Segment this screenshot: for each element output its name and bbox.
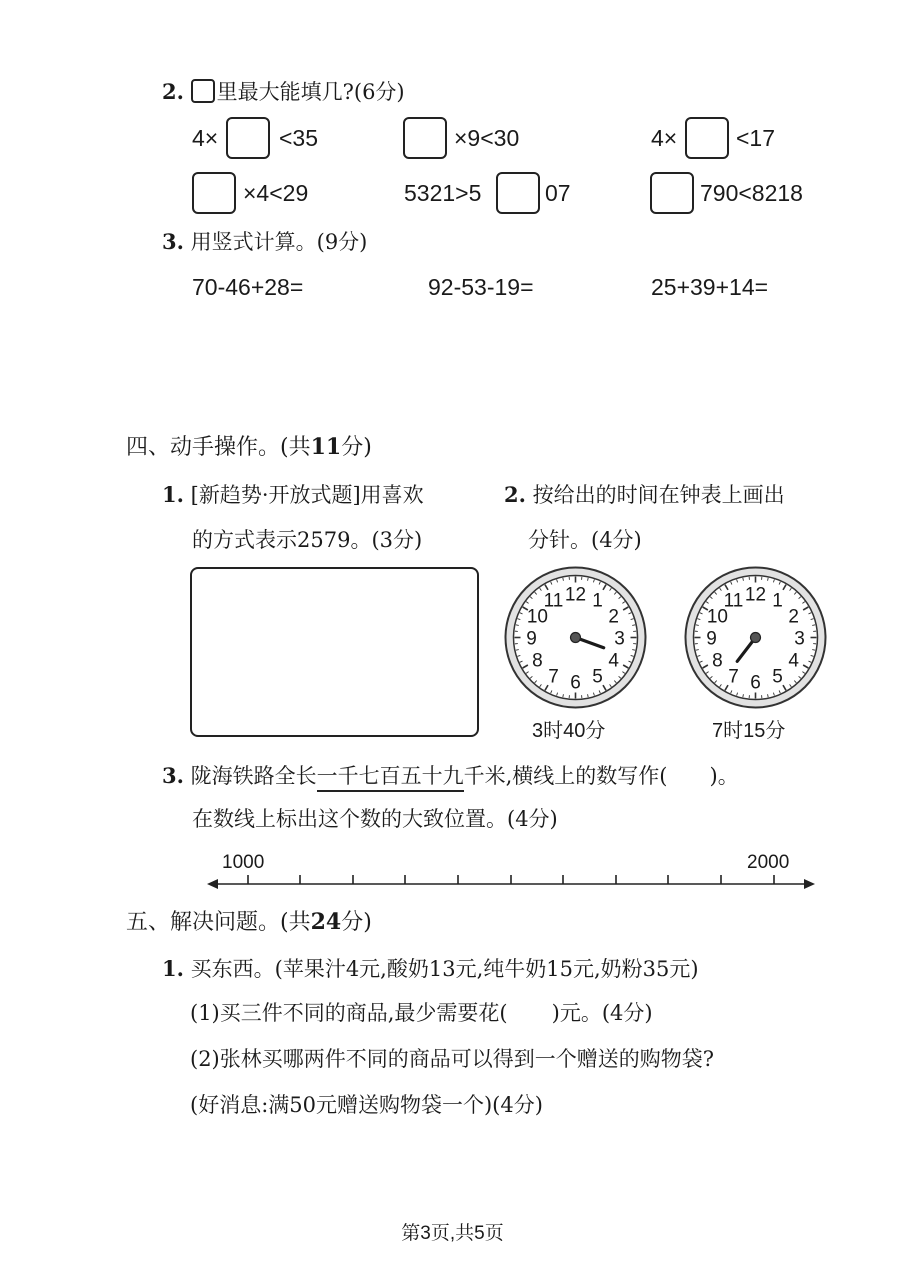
- section5-title-text: 五、解决问题。(共: [126, 910, 311, 935]
- s4-q3-post: 千米,横线上的数写作(: [463, 764, 668, 788]
- s4-q1-line1: [162, 484, 424, 506]
- clock-tick: [563, 694, 564, 697]
- q3-expression-1: 70-46+28=: [192, 274, 304, 300]
- clock-face-1[interactable]: [503, 565, 648, 710]
- s5-q1-sub1-pre: (1)买三件不同的商品,最少需要花(: [190, 1001, 508, 1025]
- clock-tick: [696, 650, 699, 651]
- answer-box[interactable]: [192, 172, 236, 214]
- clock-tick: [563, 578, 564, 581]
- arrow-right-icon: [804, 879, 815, 889]
- clock-tick: [812, 625, 815, 626]
- clock-tick: [768, 578, 769, 581]
- q2-item2-post: ×9<30: [454, 125, 520, 151]
- s4-q1-number: 1.: [162, 482, 184, 507]
- clock-tick: [632, 625, 635, 626]
- answer-box[interactable]: [496, 172, 540, 214]
- answer-box[interactable]: [685, 117, 729, 159]
- clock-number: 7: [728, 666, 739, 688]
- q3-expression-2: 92-53-19=: [428, 274, 534, 300]
- numberline-start-label: 1000: [222, 852, 265, 873]
- clock-tick: [588, 578, 589, 581]
- s5-q1-number: 1.: [162, 956, 184, 981]
- section5-unit: 分): [341, 910, 372, 935]
- arrow-left-icon: [207, 879, 218, 889]
- clock-number: 5: [592, 666, 603, 688]
- number-line[interactable]: [205, 870, 817, 896]
- section4-title-text: 四、动手操作。(共: [126, 435, 311, 460]
- clock-number: 8: [532, 650, 543, 672]
- clock-number: 3: [614, 628, 625, 650]
- answer-box[interactable]: [403, 117, 447, 159]
- clock-number: 2: [788, 606, 799, 628]
- q2-item1-pre: 4×: [192, 125, 219, 151]
- q2-heading: [162, 79, 405, 103]
- s5-q1-sub1-post: )元。(4分): [551, 1001, 653, 1025]
- clock-tick: [768, 694, 769, 697]
- clock-number: 3: [794, 628, 805, 650]
- clock-number: 12: [564, 584, 587, 606]
- clock-number: 11: [543, 590, 564, 612]
- clock-number: 6: [570, 672, 581, 694]
- clock2-label: 7时15分: [712, 720, 786, 742]
- clock-number: 12: [744, 584, 767, 606]
- clock-number: 1: [592, 590, 603, 612]
- section4-title: [126, 436, 372, 459]
- clock-tick: [632, 650, 635, 651]
- s4-q3-underlined-number: 一千七百五十九: [317, 764, 464, 792]
- s4-q3-line1: [162, 765, 739, 787]
- s4-q3-line2: 在数线上标出这个数的大致位置。(4分): [192, 807, 558, 831]
- clock-center-pin: [571, 633, 581, 643]
- q2-item6-post: 790<8218: [700, 180, 803, 206]
- clock-number: 4: [608, 650, 619, 672]
- s4-q2-line1: [504, 484, 785, 506]
- s5-q1-line: [162, 958, 699, 980]
- answer-box[interactable]: [226, 117, 270, 159]
- s4-q3-pre: 陇海铁路全长: [190, 764, 317, 788]
- clock-number: 10: [706, 606, 728, 628]
- clock-tick: [516, 625, 519, 626]
- q2-number: 2.: [162, 79, 184, 104]
- clock-number: 9: [526, 628, 537, 650]
- clock-number: 7: [548, 666, 559, 688]
- section5-score: 24: [310, 909, 342, 935]
- q2-item3-post: <17: [736, 125, 776, 151]
- clock-number: 8: [712, 650, 723, 672]
- clock-tick: [743, 694, 744, 697]
- q3-heading: [162, 231, 367, 253]
- clock-tick: [743, 578, 744, 581]
- clock-face-2[interactable]: [683, 565, 828, 710]
- q2-item5-pre: 5321>5: [404, 180, 482, 206]
- s4-q2-line2: 分针。(4分): [528, 528, 642, 552]
- drawing-area[interactable]: [190, 567, 479, 737]
- s4-q2-text: 按给出的时间在钟表上画出: [532, 483, 785, 507]
- q2-item1-post: <35: [279, 125, 319, 151]
- section4-unit: 分): [341, 435, 372, 460]
- s4-q3-number: 3.: [162, 763, 184, 788]
- clock-tick: [588, 694, 589, 697]
- clock-number: 2: [608, 606, 619, 628]
- s4-q2-number: 2.: [504, 482, 526, 507]
- q2-item3-pre: 4×: [651, 125, 678, 151]
- clock-tick: [516, 650, 519, 651]
- clock-number: 4: [788, 650, 799, 672]
- q2-item4-post: ×4<29: [243, 180, 309, 206]
- blank-box-icon: [191, 79, 215, 103]
- answer-box[interactable]: [650, 172, 694, 214]
- q3-expression-3: 25+39+14=: [651, 274, 769, 300]
- clock-tick: [696, 625, 699, 626]
- q3-text: 用竖式计算。(9分): [190, 230, 368, 254]
- q2-text: 里最大能填几?(6分): [216, 80, 405, 104]
- s4-q1-text: [新趋势·开放式题]用喜欢: [190, 483, 424, 507]
- clock-number: 1: [772, 590, 783, 612]
- q3-number: 3.: [162, 229, 184, 254]
- clock-number: 11: [723, 590, 744, 612]
- s5-q1-text: 买东西。(苹果汁4元,酸奶13元,纯牛奶15元,奶粉35元): [190, 957, 699, 981]
- clock-number: 6: [750, 672, 761, 694]
- s4-q3-end: )。: [709, 764, 739, 788]
- section4-score: 11: [310, 434, 342, 460]
- clock-tick: [812, 650, 815, 651]
- s4-q1-line2: 的方式表示2579。(3分): [192, 528, 423, 552]
- page-footer: 第3页,共5页: [401, 1223, 504, 1244]
- clock1-label: 3时40分: [532, 720, 606, 742]
- q2-item5-post: 07: [545, 180, 571, 206]
- s5-q1-sub2-note: (好消息:满50元赠送购物袋一个)(4分): [190, 1093, 543, 1117]
- clock-number: 9: [706, 628, 717, 650]
- numberline-end-label: 2000: [747, 852, 790, 873]
- s5-q1-sub1: [190, 1003, 653, 1024]
- clock-center-pin: [751, 633, 761, 643]
- s5-q1-sub2: (2)张林买哪两件不同的商品可以得到一个赠送的购物袋?: [190, 1047, 715, 1071]
- clock-number: 5: [772, 666, 783, 688]
- section5-title: [126, 911, 372, 934]
- clock-number: 10: [526, 606, 548, 628]
